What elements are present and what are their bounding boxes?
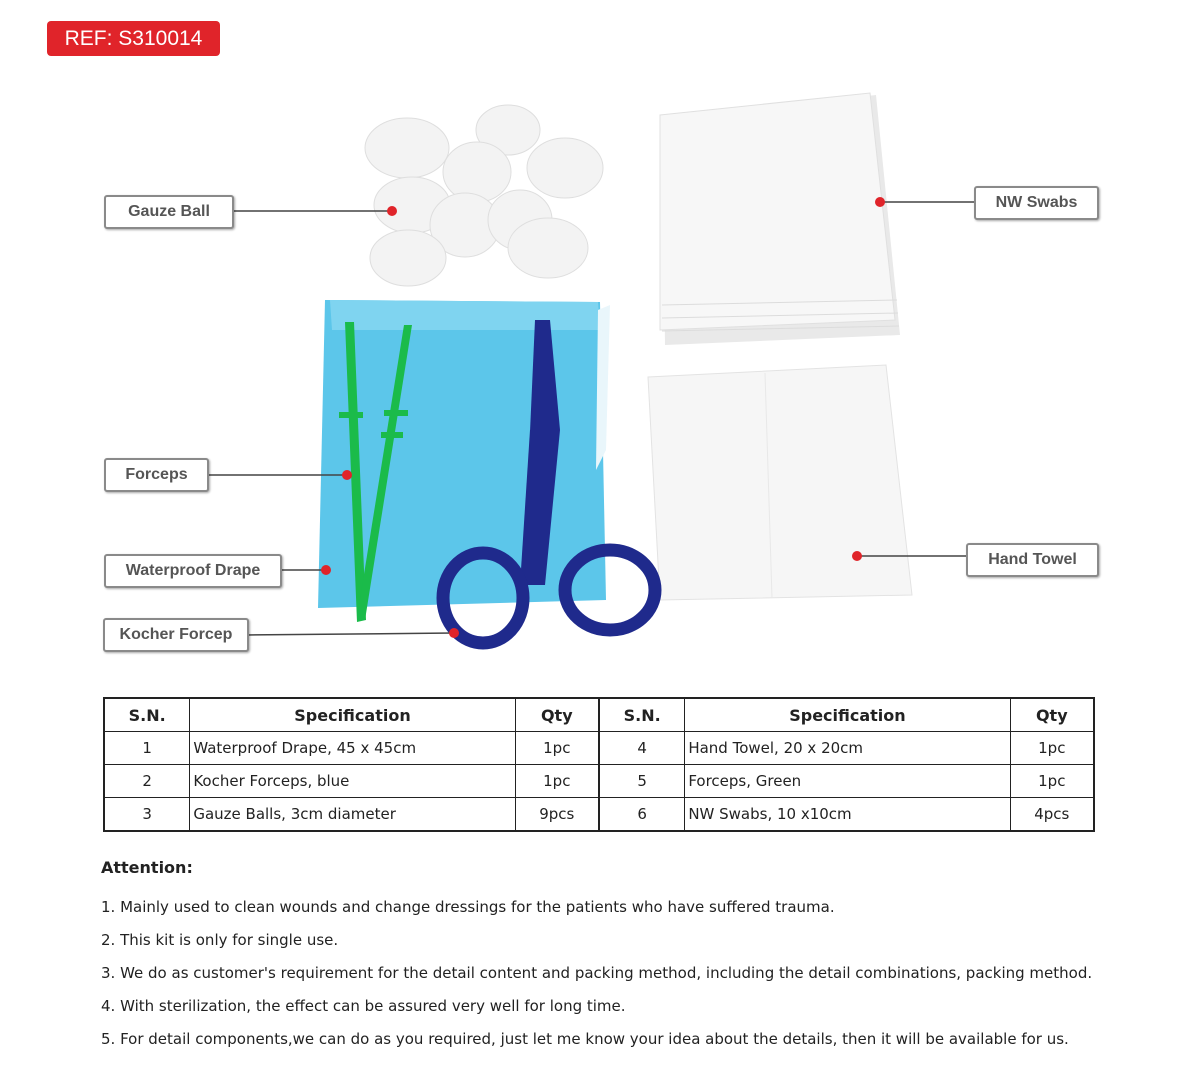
label-forceps: Forceps	[104, 458, 209, 492]
cell-sn: 4	[599, 732, 685, 765]
hand-towel-image	[648, 365, 912, 600]
header-specification: Specification	[190, 698, 515, 732]
table-row	[104, 765, 1094, 798]
cell-specification: Hand Towel, 20 x 20cm	[685, 732, 1010, 765]
cell-qty: 1pc	[1010, 765, 1094, 798]
gauze-balls-image	[365, 105, 603, 286]
cell-qty: 1pc	[515, 765, 599, 798]
table-row	[104, 798, 1094, 832]
header-specification: Specification	[685, 698, 1010, 732]
cell-qty: 4pcs	[1010, 798, 1094, 832]
cell-specification: Gauze Balls, 3cm diameter	[190, 798, 515, 832]
attention-item: 3. We do as customer's requirement for the detail content and packing method, including the detail combinations, packing method.	[101, 964, 1093, 982]
attention-item: 2. This kit is only for single use.	[101, 931, 339, 949]
table-header-row	[104, 698, 1094, 732]
cell-qty: 1pc	[1010, 732, 1094, 765]
table-row	[104, 732, 1094, 765]
product-photo	[0, 80, 1200, 680]
nw-swabs-image	[660, 93, 900, 345]
header-qty: Qty	[515, 698, 599, 732]
attention-item: 4. With sterilization, the effect can be assured very well for long time.	[101, 997, 626, 1015]
cell-specification: Forceps, Green	[685, 765, 1010, 798]
cell-qty: 9pcs	[515, 798, 599, 832]
label-waterproof-drape: Waterproof Drape	[104, 554, 282, 588]
cell-specification: Kocher Forceps, blue	[190, 765, 515, 798]
cell-specification: NW Swabs, 10 x10cm	[685, 798, 1010, 832]
label-hand-towel: Hand Towel	[966, 543, 1099, 577]
attention-list	[101, 896, 1161, 1061]
cell-sn: 6	[599, 798, 685, 832]
attention-item: 5. For detail components,we can do as you required, just let me know your idea about the details, then it will be available for us.	[101, 1030, 1069, 1048]
cell-specification: Waterproof Drape, 45 x 45cm	[190, 732, 515, 765]
header-sn: S.N.	[599, 698, 685, 732]
cell-sn: 1	[104, 732, 190, 765]
header-sn: S.N.	[104, 698, 190, 732]
attention-item: 1. Mainly used to clean wounds and change dressings for the patients who have suffered trauma.	[101, 898, 835, 916]
cell-qty: 1pc	[515, 732, 599, 765]
specification-table	[103, 697, 1095, 832]
label-nw-swabs: NW Swabs	[974, 186, 1099, 220]
cell-sn: 5	[599, 765, 685, 798]
cell-sn: 2	[104, 765, 190, 798]
header-qty: Qty	[1010, 698, 1094, 732]
label-kocher-forcep: Kocher Forcep	[103, 618, 249, 652]
cell-sn: 3	[104, 798, 190, 832]
kit-illustration	[0, 80, 1200, 680]
ref-badge: REF: S310014	[47, 21, 220, 56]
label-gauze-ball: Gauze Ball	[104, 195, 234, 229]
attention-title: Attention:	[101, 858, 193, 877]
